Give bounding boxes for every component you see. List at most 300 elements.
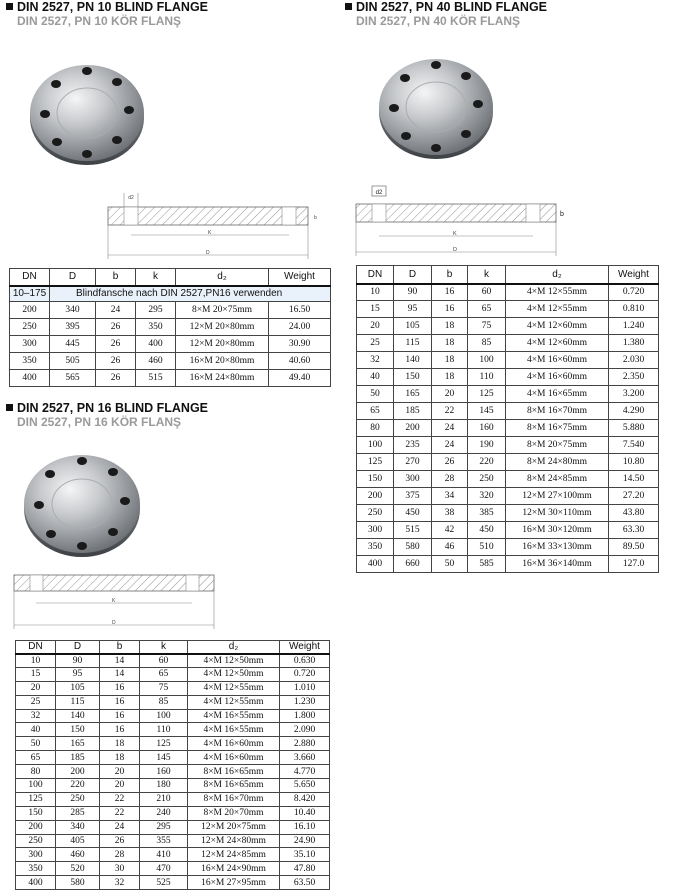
pn10-b-label: b [314, 215, 317, 221]
cell-d2: 12×M 24×85mm [188, 848, 280, 862]
table-row [16, 848, 330, 862]
cell-d2: 8×M 16×75mm [506, 420, 609, 437]
cell-d2: 4×M 12×55mm [506, 301, 609, 318]
cell-k: 385 [468, 505, 506, 522]
cell-k: 460 [136, 353, 176, 370]
cell-b: 32 [100, 876, 140, 890]
header-b: b [432, 266, 468, 284]
cell-d: 185 [56, 751, 100, 765]
cell-dn: 400 [10, 370, 50, 387]
table-header-row [357, 266, 659, 284]
table-row [357, 335, 659, 352]
header-weight: Weight [269, 269, 331, 286]
cell-dn: 20 [16, 681, 56, 695]
table-row [10, 302, 331, 319]
pn16-subtitle: DIN 2527, PN 16 KÖR FLANŞ [17, 415, 182, 429]
header-d: D [50, 269, 96, 286]
table-row [10, 319, 331, 336]
header-dn: DN [10, 269, 50, 286]
cell-d: 515 [394, 522, 432, 539]
pn40-section-drawing [350, 180, 575, 260]
cell-d: 340 [50, 302, 96, 319]
cell-d: 340 [56, 820, 100, 834]
cell-k: 160 [468, 420, 506, 437]
cell-k: 320 [468, 488, 506, 505]
cell-dn: 350 [357, 539, 394, 556]
cell-b: 26 [96, 319, 136, 336]
pn40-b-label: b [560, 211, 564, 218]
cell-dn: 400 [357, 556, 394, 573]
header-d: D [394, 266, 432, 284]
table-row [357, 352, 659, 369]
cell-weight: 127.0 [609, 556, 659, 573]
cell-b: 16 [432, 301, 468, 318]
cell-d2: 12×M 20×80mm [176, 319, 269, 336]
cell-d: 90 [394, 284, 432, 301]
cell-k: 510 [468, 539, 506, 556]
cell-d2: 12×M 27×100mm [506, 488, 609, 505]
cell-dn: 250 [10, 319, 50, 336]
pn10-title: DIN 2527, PN 10 BLIND FLANGE [17, 0, 209, 14]
cell-d: 580 [394, 539, 432, 556]
table-row [357, 403, 659, 420]
cell-d: 300 [394, 471, 432, 488]
cell-weight: 5.880 [609, 420, 659, 437]
table-row [16, 765, 330, 779]
cell-weight: 2.350 [609, 369, 659, 386]
cell-dn: 150 [357, 471, 394, 488]
cell-weight: 0.720 [280, 667, 330, 681]
table-row [357, 318, 659, 335]
pn40-d-label: D [453, 247, 457, 253]
pn40-k-label: K [453, 231, 457, 237]
cell-k: 400 [136, 336, 176, 353]
cell-weight: 1.240 [609, 318, 659, 335]
cell-d2: 16×M 30×120mm [506, 522, 609, 539]
cell-k: 585 [468, 556, 506, 573]
cell-d: 185 [394, 403, 432, 420]
bullet-square-icon [6, 404, 13, 411]
cell-k: 75 [468, 318, 506, 335]
table-row [16, 779, 330, 793]
cell-dn: 65 [357, 403, 394, 420]
cell-d: 105 [394, 318, 432, 335]
bullet-square-icon [345, 3, 352, 10]
cell-d2: 4×M 12×50mm [188, 667, 280, 681]
header-b: b [96, 269, 136, 286]
cell-b: 38 [432, 505, 468, 522]
cell-b: 26 [96, 336, 136, 353]
cell-d2: 4×M 12×55mm [188, 695, 280, 709]
header-d: D [56, 641, 100, 654]
cell-d: 450 [394, 505, 432, 522]
cell-d2: 12×M 20×80mm [176, 336, 269, 353]
pn10-d-label: D [206, 250, 210, 256]
cell-dn: 100 [357, 437, 394, 454]
cell-b: 34 [432, 488, 468, 505]
cell-b: 24 [100, 820, 140, 834]
cell-d2: 4×M 12×55mm [188, 681, 280, 695]
cell-dn: 350 [16, 862, 56, 876]
pn40-flange-image [377, 52, 495, 162]
cell-b: 26 [96, 370, 136, 387]
cell-d: 395 [50, 319, 96, 336]
cell-b: 18 [432, 318, 468, 335]
table-row [357, 539, 659, 556]
cell-k: 250 [468, 471, 506, 488]
table-note-row [10, 286, 331, 302]
cell-d: 375 [394, 488, 432, 505]
cell-b: 42 [432, 522, 468, 539]
cell-d2: 8×M 20×75mm [176, 302, 269, 319]
table-header-row [10, 269, 331, 286]
cell-dn: 32 [16, 709, 56, 723]
cell-d2: 16×M 27×95mm [188, 876, 280, 890]
table-row [357, 505, 659, 522]
table-row [16, 751, 330, 765]
cell-dn: 125 [357, 454, 394, 471]
table-row [16, 723, 330, 737]
cell-k: 190 [468, 437, 506, 454]
pn10-d2-label: d2 [128, 195, 134, 201]
cell-dn: 350 [10, 353, 50, 370]
cell-d: 660 [394, 556, 432, 573]
pn10-table [9, 268, 331, 387]
cell-dn: 10 [16, 654, 56, 668]
cell-dn: 80 [16, 765, 56, 779]
cell-k: 220 [468, 454, 506, 471]
cell-d2: 4×M 16×60mm [188, 737, 280, 751]
table-row [16, 862, 330, 876]
cell-d: 250 [56, 792, 100, 806]
header-k: k [140, 641, 188, 654]
cell-b: 22 [100, 792, 140, 806]
cell-dn: 40 [16, 723, 56, 737]
cell-b: 18 [432, 352, 468, 369]
cell-k: 410 [140, 848, 188, 862]
cell-b: 46 [432, 539, 468, 556]
bullet-square-icon [6, 3, 13, 10]
cell-b: 18 [432, 335, 468, 352]
cell-b: 22 [100, 806, 140, 820]
cell-weight: 4.290 [609, 403, 659, 420]
cell-b: 28 [100, 848, 140, 862]
cell-dn: 300 [10, 336, 50, 353]
cell-dn: 10 [357, 284, 394, 301]
cell-dn: 25 [357, 335, 394, 352]
cell-k: 60 [140, 654, 188, 668]
cell-d2: 4×M 12×55mm [506, 284, 609, 301]
cell-k: 110 [140, 723, 188, 737]
pn40-table [356, 265, 659, 573]
table-row [10, 336, 331, 353]
cell-d2: 4×M 12×50mm [188, 654, 280, 668]
table-row [16, 820, 330, 834]
cell-k: 350 [136, 319, 176, 336]
cell-weight: 24.00 [269, 319, 331, 336]
cell-b: 16 [100, 681, 140, 695]
cell-d: 285 [56, 806, 100, 820]
cell-b: 18 [100, 737, 140, 751]
table-row [16, 737, 330, 751]
cell-d2: 12×M 20×75mm [188, 820, 280, 834]
cell-k: 450 [468, 522, 506, 539]
cell-d: 270 [394, 454, 432, 471]
pn10-flange-image [28, 58, 146, 168]
cell-d: 580 [56, 876, 100, 890]
cell-weight: 10.80 [609, 454, 659, 471]
cell-dn: 100 [16, 779, 56, 793]
cell-weight: 1.010 [280, 681, 330, 695]
cell-d2: 8×M 16×65mm [188, 765, 280, 779]
cell-dn: 80 [357, 420, 394, 437]
cell-d: 95 [394, 301, 432, 318]
cell-b: 20 [432, 386, 468, 403]
cell-d: 505 [50, 353, 96, 370]
cell-k: 60 [468, 284, 506, 301]
pn40-d2-label: d2 [375, 190, 383, 196]
table-row [357, 556, 659, 573]
cell-d: 165 [56, 737, 100, 751]
cell-k: 65 [140, 667, 188, 681]
pn16-table [15, 640, 330, 890]
cell-d: 140 [394, 352, 432, 369]
cell-k: 125 [468, 386, 506, 403]
cell-weight: 47.80 [280, 862, 330, 876]
cell-dn: 200 [16, 820, 56, 834]
cell-weight: 1.800 [280, 709, 330, 723]
header-k: k [468, 266, 506, 284]
cell-k: 125 [140, 737, 188, 751]
cell-dn: 300 [16, 848, 56, 862]
pn16-flange-image [22, 448, 142, 560]
cell-dn: 200 [10, 302, 50, 319]
cell-weight: 3.200 [609, 386, 659, 403]
table-row [16, 834, 330, 848]
cell-weight: 4.770 [280, 765, 330, 779]
cell-k: 75 [140, 681, 188, 695]
cell-d2: 4×M 16×60mm [506, 352, 609, 369]
cell-weight: 43.80 [609, 505, 659, 522]
cell-d: 140 [56, 709, 100, 723]
cell-k: 515 [136, 370, 176, 387]
cell-weight: 5.650 [280, 779, 330, 793]
pn40-heading [345, 0, 547, 28]
cell-b: 16 [100, 709, 140, 723]
cell-d: 90 [56, 654, 100, 668]
header-weight: Weight [280, 641, 330, 654]
cell-dn: 250 [357, 505, 394, 522]
cell-dn: 65 [16, 751, 56, 765]
cell-d2: 12×M 24×80mm [188, 834, 280, 848]
cell-weight: 40.60 [269, 353, 331, 370]
table-row [357, 488, 659, 505]
cell-weight: 63.50 [280, 876, 330, 890]
cell-d2: 4×M 12×60mm [506, 318, 609, 335]
cell-b: 26 [432, 454, 468, 471]
table-row [16, 667, 330, 681]
header-b: b [100, 641, 140, 654]
cell-weight: 24.90 [280, 834, 330, 848]
cell-weight: 1.380 [609, 335, 659, 352]
cell-dn: 300 [357, 522, 394, 539]
cell-b: 24 [432, 420, 468, 437]
cell-weight: 27.20 [609, 488, 659, 505]
cell-b: 16 [432, 284, 468, 301]
cell-d2: 4×M 16×55mm [188, 709, 280, 723]
pn16-k-label: K [112, 598, 116, 604]
cell-d: 115 [56, 695, 100, 709]
cell-dn: 32 [357, 352, 394, 369]
cell-d2: 16×M 36×140mm [506, 556, 609, 573]
cell-d: 460 [56, 848, 100, 862]
cell-d2: 16×M 20×80mm [176, 353, 269, 370]
cell-weight: 49.40 [269, 370, 331, 387]
cell-d2: 4×M 16×60mm [188, 751, 280, 765]
cell-d2: 12×M 30×110mm [506, 505, 609, 522]
cell-b: 26 [96, 353, 136, 370]
cell-weight: 2.090 [280, 723, 330, 737]
cell-d2: 8×M 16×65mm [188, 779, 280, 793]
cell-weight: 30.90 [269, 336, 331, 353]
pn16-title: DIN 2527, PN 16 BLIND FLANGE [17, 401, 209, 415]
cell-d2: 8×M 20×75mm [506, 437, 609, 454]
table-row [10, 353, 331, 370]
cell-k: 100 [468, 352, 506, 369]
cell-b: 22 [432, 403, 468, 420]
cell-d: 520 [56, 862, 100, 876]
cell-k: 295 [140, 820, 188, 834]
cell-dn: 125 [16, 792, 56, 806]
table-row [16, 695, 330, 709]
table-row [357, 454, 659, 471]
cell-k: 145 [468, 403, 506, 420]
cell-dn: 25 [16, 695, 56, 709]
cell-d: 165 [394, 386, 432, 403]
cell-b: 50 [432, 556, 468, 573]
cell-weight: 2.030 [609, 352, 659, 369]
cell-dn: 150 [16, 806, 56, 820]
table-row [16, 681, 330, 695]
header-dn: DN [357, 266, 394, 284]
table-row [16, 654, 330, 668]
cell-d: 565 [50, 370, 96, 387]
cell-b: 30 [100, 862, 140, 876]
header-d2: d₂ [188, 641, 280, 654]
header-k: k [136, 269, 176, 286]
cell-dn: 50 [357, 386, 394, 403]
cell-weight: 35.10 [280, 848, 330, 862]
cell-weight: 63.30 [609, 522, 659, 539]
table-row [357, 522, 659, 539]
cell-weight: 14.50 [609, 471, 659, 488]
cell-d: 220 [56, 779, 100, 793]
header-d2: d₂ [506, 266, 609, 284]
pn16-d-label: D [112, 620, 116, 626]
cell-k: 85 [140, 695, 188, 709]
cell-b: 16 [100, 723, 140, 737]
table-row [16, 876, 330, 890]
table-row [16, 806, 330, 820]
cell-d2: 4×M 16×60mm [506, 369, 609, 386]
cell-dn: 40 [357, 369, 394, 386]
pn10-heading [6, 0, 208, 28]
cell-weight: 89.50 [609, 539, 659, 556]
pn10-subtitle: DIN 2527, PN 10 KÖR FLANŞ [17, 14, 182, 28]
cell-weight: 10.40 [280, 806, 330, 820]
cell-d2: 8×M 20×70mm [188, 806, 280, 820]
cell-d: 150 [56, 723, 100, 737]
cell-d2: 4×M 16×65mm [506, 386, 609, 403]
table-row [357, 437, 659, 454]
table-row [357, 284, 659, 301]
pn16-heading [6, 401, 208, 429]
cell-b: 24 [96, 302, 136, 319]
cell-k: 85 [468, 335, 506, 352]
cell-k: 240 [140, 806, 188, 820]
cell-b: 14 [100, 667, 140, 681]
cell-weight: 16.50 [269, 302, 331, 319]
cell-weight: 0.630 [280, 654, 330, 668]
cell-weight: 16.10 [280, 820, 330, 834]
cell-dn: 15 [16, 667, 56, 681]
table-row [16, 792, 330, 806]
cell-b: 20 [100, 779, 140, 793]
table-row [357, 471, 659, 488]
cell-weight: 7.540 [609, 437, 659, 454]
cell-weight: 8.420 [280, 792, 330, 806]
cell-d2: 4×M 12×60mm [506, 335, 609, 352]
cell-b: 18 [100, 751, 140, 765]
cell-d2: 8×M 16×70mm [506, 403, 609, 420]
cell-weight: 0.810 [609, 301, 659, 318]
cell-b: 24 [432, 437, 468, 454]
cell-d: 200 [394, 420, 432, 437]
cell-d2: 8×M 24×80mm [506, 454, 609, 471]
cell-d2: 16×M 24×90mm [188, 862, 280, 876]
cell-weight: 0.720 [609, 284, 659, 301]
cell-weight: 1.230 [280, 695, 330, 709]
table-row [357, 301, 659, 318]
header-dn: DN [16, 641, 56, 654]
pn40-subtitle: DIN 2527, PN 40 KÖR FLANŞ [356, 14, 521, 28]
cell-dn: 50 [16, 737, 56, 751]
pn10-section-drawing [100, 185, 330, 265]
cell-dn: 15 [357, 301, 394, 318]
pn10-k-label: K [208, 230, 212, 236]
cell-k: 65 [468, 301, 506, 318]
cell-dn: 400 [16, 876, 56, 890]
cell-d: 405 [56, 834, 100, 848]
cell-d2: 8×M 24×85mm [506, 471, 609, 488]
pn40-title: DIN 2527, PN 40 BLIND FLANGE [356, 0, 548, 14]
cell-b: 14 [100, 654, 140, 668]
cell-k: 355 [140, 834, 188, 848]
cell-k: 145 [140, 751, 188, 765]
cell-d2: 4×M 16×55mm [188, 723, 280, 737]
cell-b: 28 [432, 471, 468, 488]
cell-d2: 8×M 16×70mm [188, 792, 280, 806]
header-d2: d₂ [176, 269, 269, 286]
cell-k: 525 [140, 876, 188, 890]
cell-dn: 200 [357, 488, 394, 505]
cell-d: 150 [394, 369, 432, 386]
cell-b: 20 [100, 765, 140, 779]
cell-d: 105 [56, 681, 100, 695]
cell-k: 100 [140, 709, 188, 723]
cell-d: 115 [394, 335, 432, 352]
header-weight: Weight [609, 266, 659, 284]
